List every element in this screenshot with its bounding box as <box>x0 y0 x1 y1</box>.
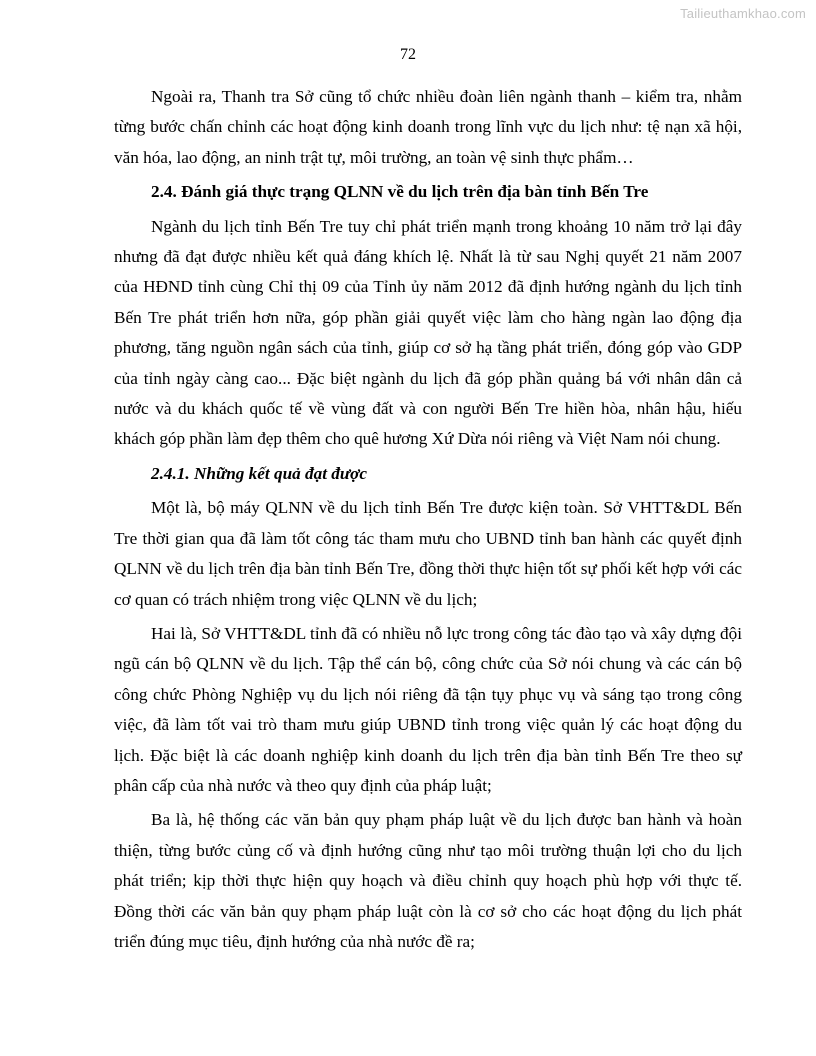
page-number: 72 <box>400 46 416 63</box>
intro-paragraph: Ngoài ra, Thanh tra Sở cũng tổ chức nhiều đoàn liên ngành thanh – kiểm tra, nhằm từng bước chấn chỉnh các hoạt động kinh doanh trong lĩnh vực du lịch như: tệ nạn xã hội, văn hóa, lao động, an ninh trật tự, môi trường, an toàn vệ sinh thực phẩm… <box>114 87 742 167</box>
result-paragraph-three: Ba là, hệ thống các văn bản quy phạm pháp luật về du lịch được ban hành và hoàn thiện, từng bước củng cố và định hướng cũng như tạo môi trường thuận lợi cho du lịch phát triển; kịp thời thực hiện quy hoạch và điều chỉnh quy hoạch phù hợp với thực tế. Đồng thời các văn bản quy phạm pháp luật còn là cơ sở cho các hoạt động du lịch phát triển đúng mục tiêu, định hướng của nhà nước đề ra; <box>114 810 742 951</box>
section-heading: 2.4. Đánh giá thực trạng QLNN về du lịch trên địa bàn tỉnh Bến Tre <box>151 182 649 202</box>
result-paragraph-two: Hai là, Sở VHTT&DL tỉnh đã có nhiều nỗ lực trong công tác đào tạo và xây dựng đội ngũ cán bộ QLNN về du lịch. Tập thể cán bộ, công chức của Sở nói chung và các cán bộ công chức Phòng Nghiệp vụ du lịch nói riêng đã tận tụy phục vụ và sáng tạo trong công việc, đã làm tốt vai trò tham mưu giúp UBND tỉnh trong việc quản lý các hoạt động du lịch. Đặc biệt là các doanh nghiệp kinh doanh du lịch trên địa bàn tỉnh Bến Tre theo sự phân cấp của nhà nước và theo quy định của pháp luật; <box>114 623 742 795</box>
watermark-text: Tailieuthamkhao.com <box>680 6 806 21</box>
subsection-heading: 2.4.1. Những kết quả đạt được <box>151 463 368 483</box>
document-body <box>114 82 742 957</box>
section-paragraph: Ngành du lịch tỉnh Bến Tre tuy chỉ phát triển mạnh trong khoảng 10 năm trở lại đây nhưng đã đạt được nhiều kết quả đáng khích lệ. Nhất là từ sau Nghị quyết 21 năm 2007 của HĐND tỉnh cùng Chỉ thị 09 của Tỉnh ủy năm 2012 đã định hướng ngành du lịch tỉnh Bến Tre phát triển hơn nữa, góp phần giải quyết việc làm cho hàng ngàn lao động địa phương, tăng nguồn ngân sách của tỉnh, giúp cơ sở hạ tầng phát triển, đóng góp vào GDP của tỉnh ngày càng cao... Đặc biệt ngành du lịch đã góp phần quảng bá với nhân dân cả nước và du khách quốc tế về vùng đất và con người Bến Tre hiền hòa, nhân hậu, hiếu khách góp phần làm đẹp thêm cho quê hương Xứ Dừa nói riêng và Việt Nam nói chung. <box>114 216 742 449</box>
result-paragraph-one: Một là, bộ máy QLNN về du lịch tỉnh Bến Tre được kiện toàn. Sở VHTT&DL Bến Tre thời gian qua đã làm tốt công tác tham mưu cho UBND tỉnh ban hành các quyết định QLNN về du lịch trên địa bàn tỉnh Bến Tre, đồng thời thực hiện tốt sự phối kết hợp với các cơ quan có trách nhiệm trong việc QLNN về du lịch; <box>114 498 742 609</box>
